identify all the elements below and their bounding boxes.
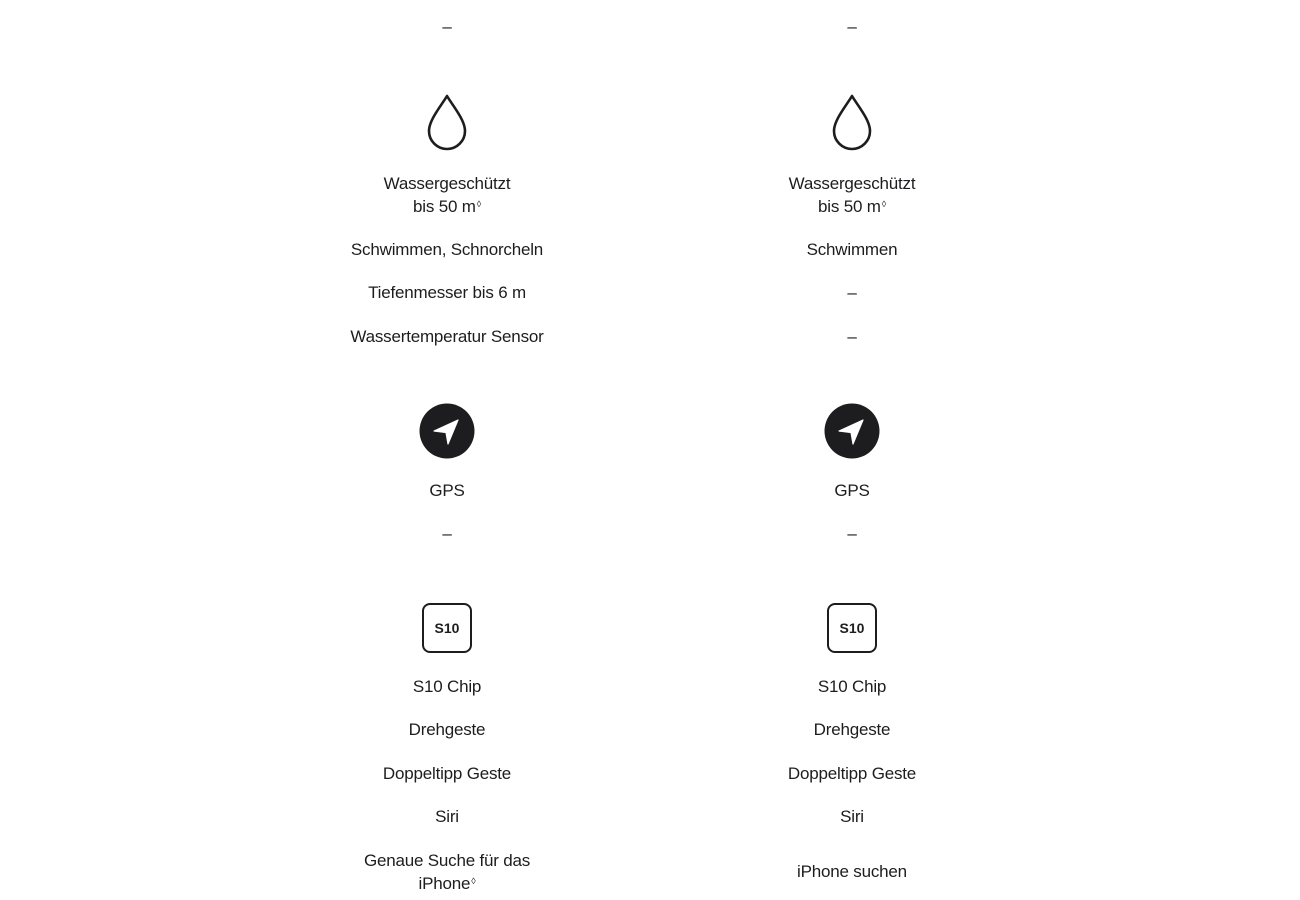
double-tap: Doppeltipp Geste [382,764,512,783]
cellular: – [442,524,452,543]
siri: Siri [435,807,459,826]
depth-gauge: – [847,283,857,302]
gps-label: GPS [834,481,870,500]
water-rating-line1: Wassergeschützt [788,174,916,193]
find-iphone-line2: iPhone [418,874,471,893]
find-iphone [722,860,982,883]
chip-icon [422,603,472,653]
water-rating [722,172,982,218]
water-rating-line2: bis 50 m [818,197,881,216]
water-rating-line2: bis 50 m [413,197,476,216]
find-iphone [317,849,577,895]
water-activities: Schwimmen [806,240,898,259]
chip-icon-label: S10 [422,603,472,653]
find-iphone-line1: iPhone suchen [797,862,907,881]
chip-label: S10 Chip [412,677,482,696]
top-dash: – [442,17,452,36]
wrist-flick: Drehgeste [408,720,486,739]
footnote-marker[interactable]: ◊ [881,199,886,209]
water-activities: Schwimmen, Schnorcheln [350,240,544,259]
siri: Siri [840,807,864,826]
water-rating [317,172,577,218]
gps-label: GPS [429,481,465,500]
water-temperature-sensor: Wassertemperatur Sensor [350,327,544,346]
water-rating-line1: Wassergeschützt [383,174,511,193]
double-tap: Doppeltipp Geste [787,764,917,783]
top-dash: – [847,17,857,36]
chip-icon-label: S10 [827,603,877,653]
footnote-marker[interactable]: ◊ [471,876,476,886]
water-drop-icon [832,94,872,157]
depth-gauge: Tiefenmesser bis 6 m [368,283,526,302]
location-arrow-icon [419,403,475,464]
wrist-flick: Drehgeste [813,720,891,739]
footnote-marker[interactable]: ◊ [476,199,481,209]
water-drop-icon [427,94,467,157]
chip-label: S10 Chip [817,677,887,696]
chip-icon [827,603,877,653]
location-arrow-icon [824,403,880,464]
cellular: – [847,524,857,543]
water-temperature-sensor: – [847,327,857,346]
find-iphone-line1: Genaue Suche für das [363,851,531,870]
